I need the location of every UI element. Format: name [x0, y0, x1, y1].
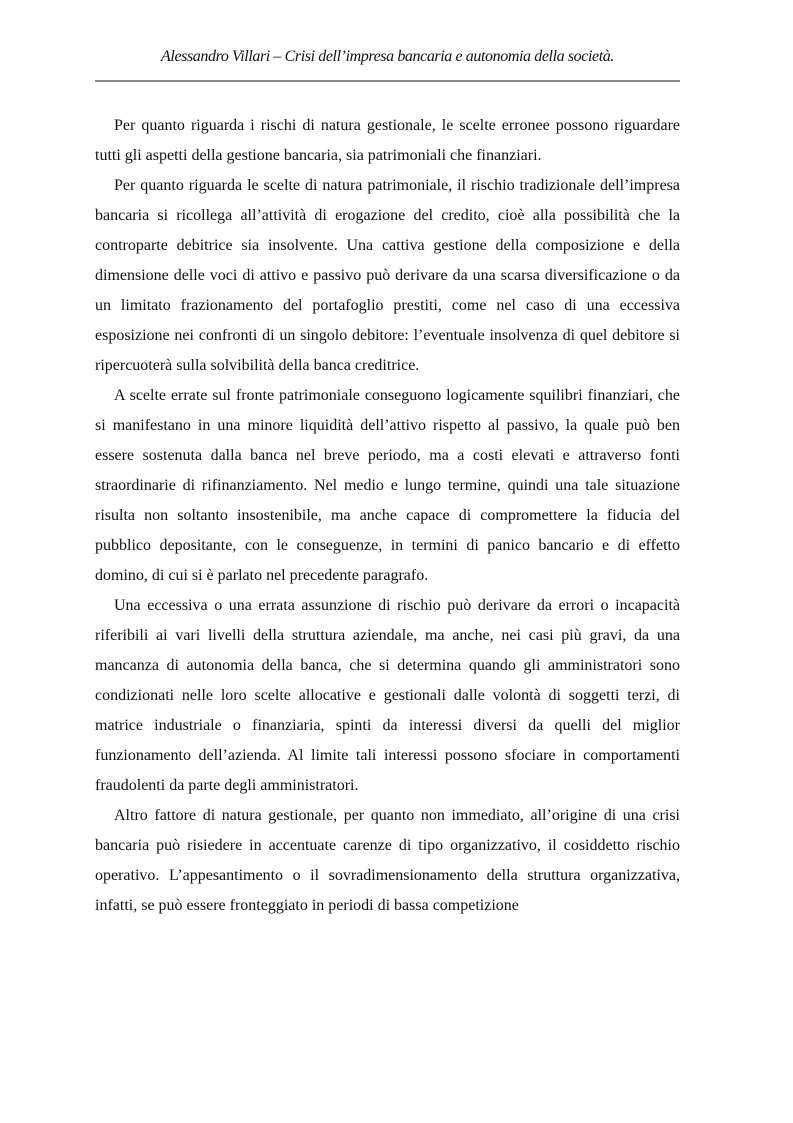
- body-text: [95, 111, 680, 921]
- paragraph-5: Altro fattore di natura gestionale, per quanto non immediato, all’origine di una crisi bancaria può risiedere in accentuate carenze di tipo organizzativo, il cosiddetto rischio operativo. L’appesantimento o il sovradimensionamento della struttura organizzativa, infatti, se può essere fronteggiato in periodi di bassa competizione: [95, 807, 680, 914]
- running-header: Alessandro Villari – Crisi dell’impresa bancaria e autonomia della società.: [161, 48, 614, 65]
- header-rule: [95, 80, 680, 82]
- paragraph-3: A scelte errate sul fronte patrimoniale conseguono logicamente squilibri finanziari, che si manifestano in una minore liquidità dell’attivo rispetto al passivo, la quale può ben essere sostenuta dalla banca nel breve periodo, ma a costi elevati e attraverso fonti straordinarie di rifinanziamento. Nel medio e lungo termine, quindi una tale situazione risulta non soltanto insostenibile, ma anche capace di compromettere la fiducia del pubblico depositante, con le conseguenze, in termini di panico bancario e di effetto domino, di cui si è parlato nel precedente paragrafo.: [95, 387, 680, 584]
- paragraph-2: Per quanto riguarda le scelte di natura patrimoniale, il rischio tradizionale dell’impresa bancaria si ricollega all’attività di erogazione del credito, cioè alla possibilità che la controparte debitrice sia insolvente. Una cattiva gestione della composizione e della dimensione delle voci di attivo e passivo può derivare da una scarsa diversificazione o da un limitato frazionamento del portafoglio prestiti, come nel caso di una eccessiva esposizione nei confronti di un singolo debitore: l’eventuale insolvenza di quel debitore si ripercuoterà sulla solvibilità della banca creditrice.: [95, 177, 680, 374]
- paragraph-4: Una eccessiva o una errata assunzione di rischio può derivare da errori o incapacità riferibili ai vari livelli della struttura aziendale, ma anche, nei casi più gravi, da una mancanza di autonomia della banca, che si determina quando gli amministratori sono condizionati nelle loro scelte allocative e gestionali dalle volontà di soggetti terzi, di matrice industriale o finanziaria, spinti da interessi diversi da quelli del miglior funzionamento dell’azienda. Al limite tali interessi possono sfociare in comportamenti fraudolenti da parte degli amministratori.: [95, 597, 680, 794]
- paragraph-1: Per quanto riguarda i rischi di natura gestionale, le scelte erronee possono riguardare tutti gli aspetti della gestione bancaria, sia patrimoniali che finanziari.: [95, 117, 680, 164]
